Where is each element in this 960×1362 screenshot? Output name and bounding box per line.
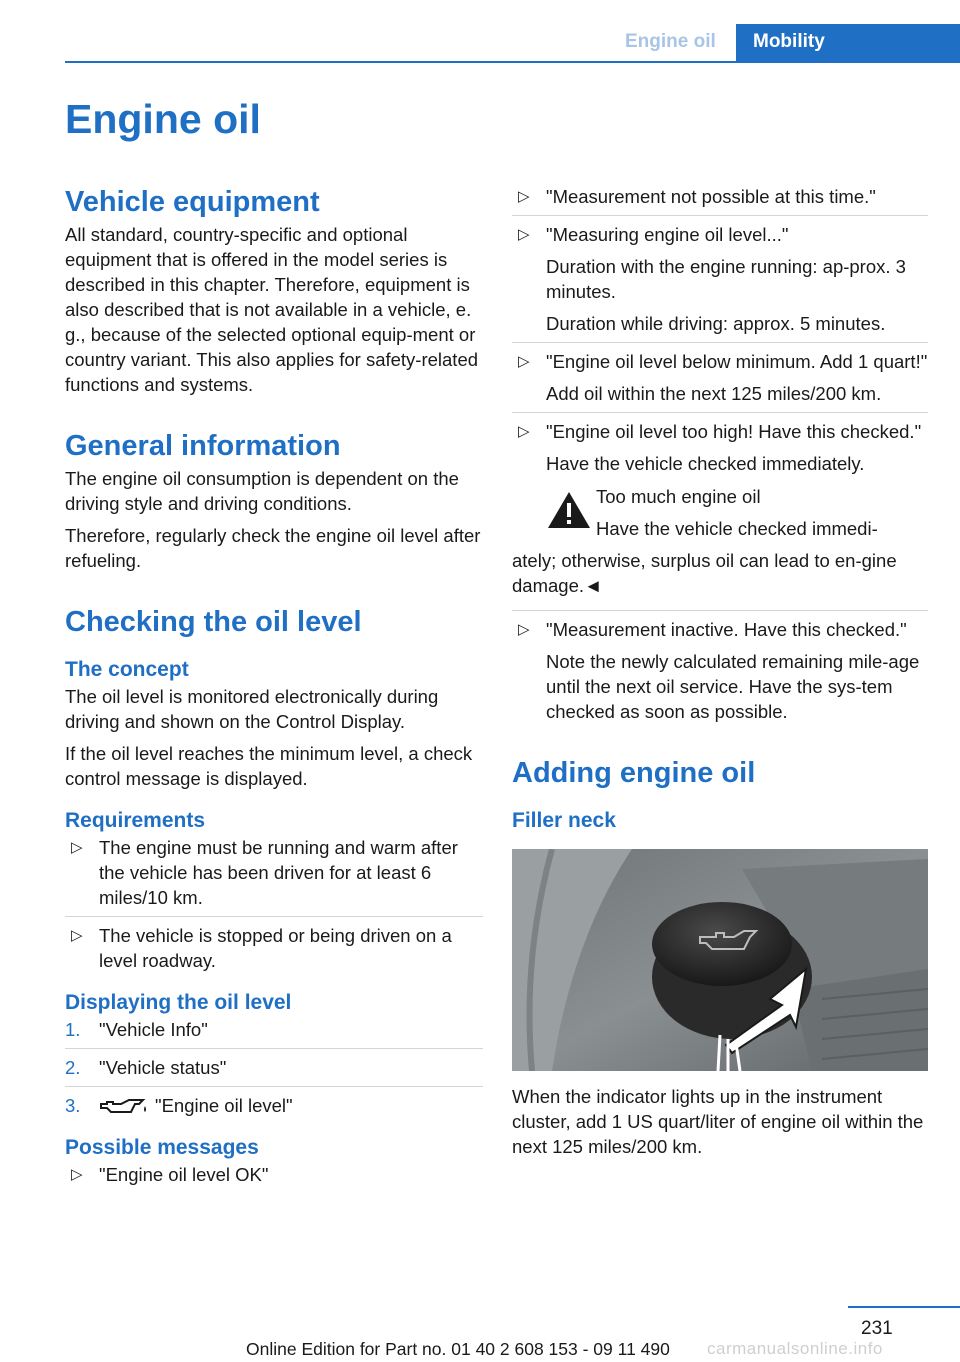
list-item (512, 184, 928, 209)
step-number: 2. (65, 1057, 81, 1078)
message-text: "Measurement not possible at this time." (546, 186, 876, 207)
message-detail: Add oil within the next 125 miles/200 km. (546, 383, 882, 404)
messages-list-continued (512, 184, 928, 724)
list-item (65, 1017, 483, 1042)
concept-heading: The concept (65, 658, 189, 681)
vehicle-equipment-text: All standard, country-specific and optional equipment that is offered in the model series is described in this chapter. Therefore, equipment is also described that is not available in a vehicle, e. g., because of the selected optional equip-ment or country variant. This also applies for safety-related functions and systems. (65, 224, 479, 395)
edition-text: Online Edition for Part no. 01 40 2 608 153 - 09 11 490 (246, 1339, 670, 1359)
triangle-right-icon: ▷ (518, 423, 530, 440)
list-item (65, 1162, 483, 1187)
adding-oil-heading: Adding engine oil (512, 757, 756, 789)
message-detail: Have the vehicle checked immediately. (546, 453, 865, 474)
triangle-right-icon: ▷ (518, 621, 530, 638)
message-detail: Duration with the engine running: ap-prox. 3 minutes. (546, 256, 906, 302)
filler-neck-caption: When the indicator lights up in the instrument cluster, add 1 US quart/liter of engine oil within the next 125 miles/200 km. (512, 1086, 924, 1157)
list-item (65, 923, 483, 973)
list-item (512, 349, 928, 406)
vehicle-equipment-heading: Vehicle equipment (65, 186, 320, 218)
triangle-right-icon: ▷ (518, 353, 530, 370)
step-text: "Engine oil level" (155, 1095, 293, 1116)
list-separator (512, 342, 928, 343)
message-text: "Measurement inactive. Have this checked." (546, 619, 907, 640)
triangle-right-icon: ▷ (71, 839, 83, 856)
messages-list-start (65, 1162, 483, 1187)
list-item (65, 1093, 483, 1118)
message-text: "Engine oil level too high! Have this checked." (546, 421, 922, 442)
triangle-right-icon: ▷ (518, 226, 530, 243)
list-item (65, 1055, 483, 1080)
general-information-heading: General information (65, 430, 341, 462)
list-item (512, 222, 928, 336)
step-number: 3. (65, 1095, 81, 1116)
message-text: "Engine oil level below minimum. Add 1 quart!" (546, 351, 928, 372)
warning-line: Have the vehicle checked immedi- (596, 518, 878, 539)
message-detail: Duration while driving: approx. 5 minutes. (546, 313, 886, 334)
list-item (512, 419, 928, 598)
requirements-list (65, 835, 483, 973)
oil-can-icon (99, 1096, 149, 1118)
warning-triangle-icon (546, 490, 592, 530)
warning-title: Too much engine oil (596, 486, 761, 507)
list-separator (65, 1048, 483, 1049)
message-text: "Measuring engine oil level..." (546, 224, 789, 245)
header-rule (65, 61, 960, 63)
list-item (512, 617, 928, 724)
requirements-heading: Requirements (65, 809, 206, 832)
triangle-right-icon: ▷ (71, 927, 83, 944)
message-detail: Note the newly calculated remaining mile-age until the next oil service. Have the sys-tem checked as soon as possible. (546, 651, 920, 722)
filler-neck-photo (512, 849, 928, 1071)
footer-rule (848, 1306, 960, 1308)
list-separator (512, 610, 928, 611)
checking-heading: Checking the oil level (65, 606, 362, 638)
displaying-heading: Displaying the oil level (65, 991, 292, 1014)
filler-neck-heading: Filler neck (512, 809, 616, 832)
requirement-text: The vehicle is stopped or being driven on a level roadway. (99, 925, 452, 971)
header-chapter-tab: Mobility (736, 24, 960, 63)
right-column (512, 184, 928, 1166)
step-text: "Vehicle status" (99, 1057, 227, 1078)
step-text: "Vehicle Info" (99, 1019, 208, 1040)
page-number: 231 (861, 1318, 893, 1339)
messages-heading: Possible messages (65, 1136, 259, 1160)
concept-p1: The oil level is monitored electronically during driving and shown on the Control Display. (65, 686, 439, 732)
step-number: 1. (65, 1019, 81, 1040)
message-text: "Engine oil level OK" (99, 1164, 269, 1186)
list-separator (512, 215, 928, 216)
list-separator (65, 916, 483, 917)
header-section-title: Engine oil (625, 31, 716, 52)
general-information-p2: Therefore, regularly check the engine oil level after refueling. (65, 525, 481, 571)
warning-text: ately; otherwise, surplus oil can lead to en-gine damage.◄ (512, 550, 897, 596)
left-column (65, 184, 483, 1187)
triangle-right-icon: ▷ (71, 1166, 83, 1184)
watermark: carmanualsonline.info (707, 1339, 883, 1358)
warning-note (512, 484, 928, 598)
list-item (65, 835, 483, 910)
page-title: Engine oil (65, 96, 261, 142)
requirement-text: The engine must be running and warm after the vehicle has been driven for at least 6 miles/10 km. (99, 837, 458, 908)
concept-p2: If the oil level reaches the minimum level, a check control message is displayed. (65, 743, 473, 789)
triangle-right-icon: ▷ (518, 188, 530, 205)
steps-list (65, 1017, 483, 1118)
list-separator (512, 412, 928, 413)
general-information-p1: The engine oil consumption is dependent on the driving style and driving conditions. (65, 468, 459, 514)
list-separator (65, 1086, 483, 1087)
